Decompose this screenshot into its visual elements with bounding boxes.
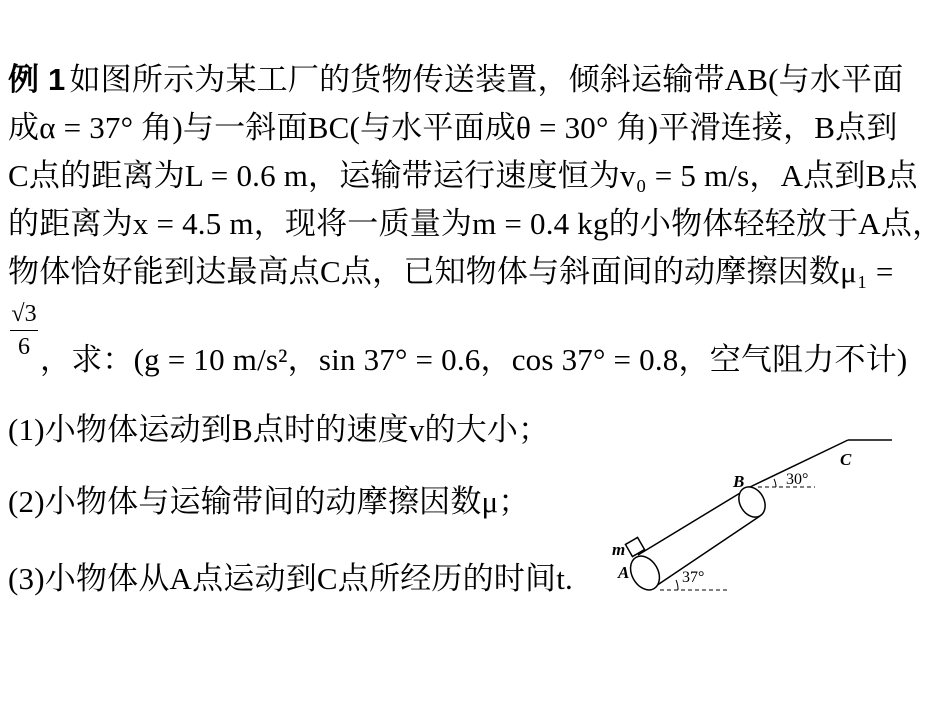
label-B: B	[733, 472, 745, 491]
problem-line-2: 成α = 37° 角)与一斜面BC(与水平面成θ = 30° 角)平滑连接，B点到	[8, 110, 898, 145]
angle-label-30: 30°	[786, 471, 809, 488]
problem-line-1	[8, 60, 903, 100]
example-label: 例 1	[8, 62, 66, 97]
angle-label-37: 37°	[682, 569, 705, 586]
conveyor-diagram	[600, 430, 900, 600]
pulley-A	[625, 551, 666, 595]
problem-line-5: 物体恰好能到达最高点C点，已知物体与斜面间的动摩擦因数μ₁ =	[8, 254, 894, 289]
question-3: (3)小物体从A点运动到C点所经历的时间t.	[8, 561, 573, 596]
label-C: C	[840, 450, 852, 469]
question-2: (2)小物体与运输带间的动摩擦因数μ；	[8, 484, 530, 519]
question-1: (1)小物体运动到B点时的速度v的大小；	[8, 412, 550, 447]
problem-line-6: ，求：(g = 10 m/s²，sin 37° = 0.6，cos 37° = 0.8，空气阻力不计)	[40, 342, 908, 377]
label-m: m	[612, 540, 626, 559]
angle-arc-37	[676, 580, 678, 590]
problem-line-3: C点的距离为L = 0.6 m，运输带运行速度恒为v₀ = 5 m/s，A点到B点	[8, 158, 918, 193]
fraction-numerator: √3	[11, 301, 37, 327]
fraction-bar	[10, 330, 38, 331]
angle-arc-30	[774, 479, 776, 487]
fraction-denominator: 6	[18, 334, 30, 360]
mu-fraction	[8, 300, 40, 361]
label-A: A	[618, 563, 630, 582]
problem-text-1: 如图所示为某工厂的货物传送装置，倾斜运输带AB(与水平面	[69, 62, 904, 97]
problem-line-4: 的距离为x = 4.5 m，现将一质量为m = 0.4 kg的小物体轻轻放于A点，	[8, 206, 944, 241]
belt-top-edge	[638, 487, 750, 555]
block-m	[625, 537, 644, 556]
belt-bottom-edge	[650, 516, 760, 590]
